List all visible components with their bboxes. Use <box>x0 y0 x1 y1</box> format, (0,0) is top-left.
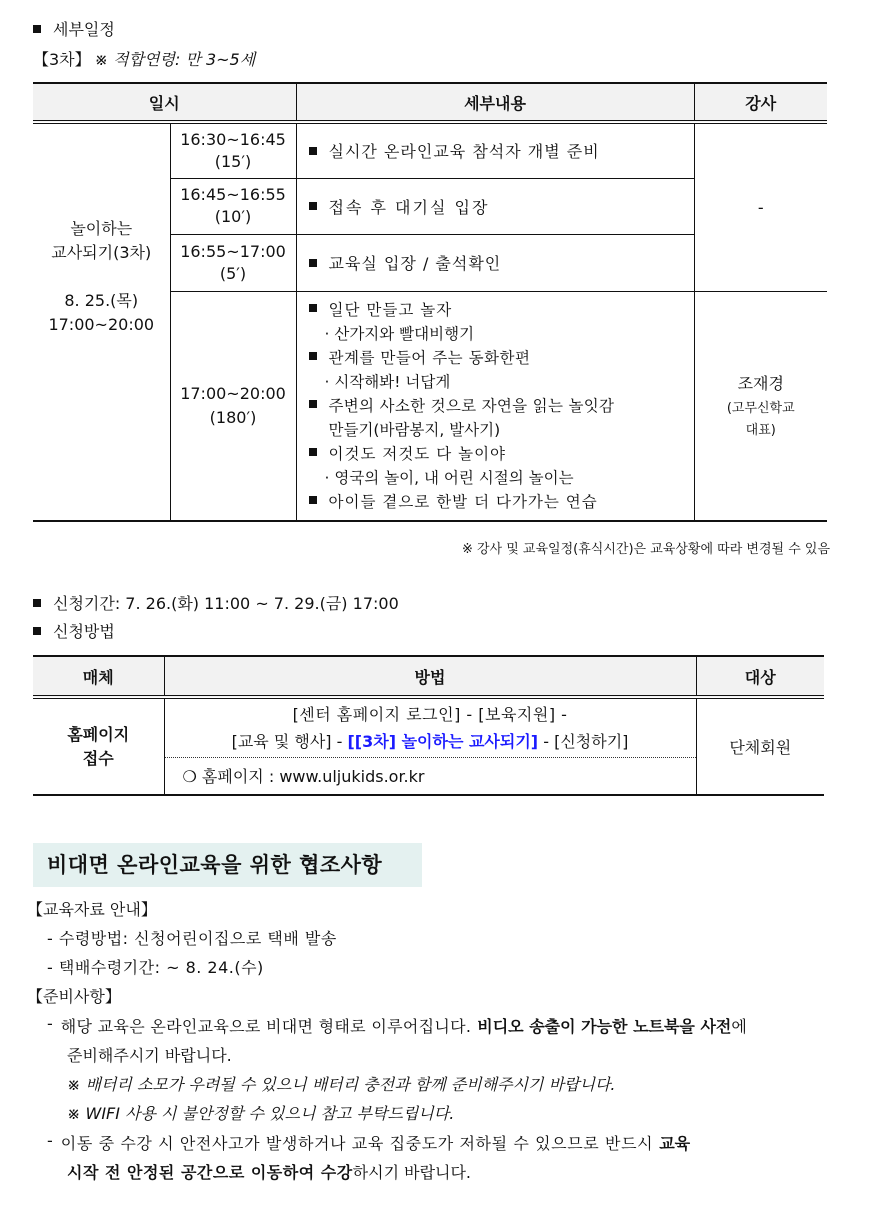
item-cont: 만들기(바람봉지, 발사기) <box>328 420 501 439</box>
schedule-note: ※ 강사 및 교육일정(휴식시간)은 교육상황에 따라 변경될 수 있음 <box>461 542 830 557</box>
instructor-cell-none: - <box>694 122 827 291</box>
dash: - <box>47 1131 53 1150</box>
item-title: 아이들 곁으로 한발 더 다가가는 연습 <box>328 492 598 511</box>
bullet-square-icon <box>309 202 317 210</box>
prep-label: 【준비사항】 <box>27 987 121 1006</box>
header-method: 방법 <box>164 656 696 697</box>
list-item: - 수령방법: 신청어린이집으로 택배 발송 <box>47 929 337 948</box>
item-title: 일단 만들고 놀자 <box>328 300 453 319</box>
time-range: 16:30~16:45 <box>180 129 286 149</box>
time-cell <box>170 178 296 234</box>
content-text: 실시간 온라인교육 참석자 개별 준비 <box>328 142 600 162</box>
period-text: 신청기간: 7. 26.(화) 11:00 ~ 7. 29.(금) 17:00 <box>53 594 399 613</box>
time-cell <box>170 291 296 521</box>
instructor-name: 조재경 <box>737 373 784 393</box>
bullet-square-icon <box>309 400 317 408</box>
dash: - <box>47 1014 53 1033</box>
program-cell <box>33 122 170 521</box>
prep-bold: 교육 <box>659 1134 691 1153</box>
bullet-square-icon <box>33 599 41 607</box>
session-label: 【3차】 <box>33 50 91 69</box>
medium-text-2: 접수 <box>82 748 114 768</box>
program-time: 17:00~20:00 <box>48 315 155 335</box>
list-item <box>309 298 694 322</box>
item-sub: · 산가지와 빨대비행기 <box>324 324 475 343</box>
medium-cell <box>33 697 164 795</box>
homepage-cell <box>164 757 696 795</box>
prep-line <box>67 1160 471 1183</box>
prep-item-1 <box>47 1014 832 1037</box>
sub-heading <box>33 47 255 70</box>
path-cell <box>164 697 696 757</box>
bullet-square-icon <box>309 448 317 456</box>
list-item <box>309 490 694 514</box>
header-content: 세부내용 <box>296 83 694 122</box>
bullet-square-icon <box>33 25 41 33</box>
program-link[interactable]: [[3차] 놀이하는 교사되기] <box>347 731 539 751</box>
materials-label: 【교육자료 안내】 <box>27 900 157 919</box>
program-name: 놀이하는 <box>70 219 133 239</box>
list-item <box>309 346 694 370</box>
prep-text: 이동 중 수강 시 안전사고가 발생하거나 교육 집중도가 저하될 수 있으므로 반드시 <box>60 1134 654 1153</box>
item-title: 주변의 사소한 것으로 자연을 읽는 놀잇감 <box>328 396 615 415</box>
content-cell <box>296 122 694 178</box>
medium-text: 홈페이지 <box>67 724 130 744</box>
section-heading-schedule <box>33 17 115 40</box>
prep-text: 에 <box>731 1017 747 1036</box>
path-line-2 <box>165 728 696 755</box>
list-item <box>309 394 694 418</box>
header-instructor: 강사 <box>694 83 827 122</box>
table-row <box>33 122 827 178</box>
instructor-affiliation-2: 대표) <box>745 422 776 438</box>
table-row <box>33 697 824 757</box>
item-title: 관계를 만들어 주는 동화한편 <box>328 348 531 367</box>
path-line: [센터 홈페이지 로그인] - [보육지원] - <box>292 704 568 724</box>
bullet-square-icon <box>309 147 317 155</box>
time-cell <box>170 122 296 178</box>
prep-text: 해당 교육은 온라인교육으로 비대면 형태로 이루어집니다. <box>60 1017 472 1036</box>
content-cell-main <box>296 291 694 521</box>
heading-text: 세부일정 <box>53 20 115 39</box>
instructor-affiliation: (고무신학교 <box>726 400 795 416</box>
prep-bold: 비디오 송출이 가능한 노트북을 사전 <box>477 1017 732 1036</box>
time-cell <box>170 234 296 291</box>
item-title: 이것도 저것도 다 놀이야 <box>328 444 507 463</box>
prep-note: ※ WIFI 사용 시 불안정할 수 있으니 참고 부탁드립니다. <box>67 1104 455 1123</box>
instructor-cell <box>694 291 827 521</box>
application-method-heading <box>33 619 115 642</box>
bullet-square-icon <box>309 352 317 360</box>
time-range: 16:55~17:00 <box>180 241 286 261</box>
table-header-row <box>33 656 824 697</box>
bullet-square-icon <box>309 259 317 267</box>
header-datetime: 일시 <box>33 83 296 122</box>
header-target: 대상 <box>696 656 824 697</box>
bullet-square-icon <box>309 304 317 312</box>
age-note: ※ 적합연령: 만 3~5세 <box>94 50 256 69</box>
method-table <box>33 655 824 796</box>
header-medium: 매체 <box>33 656 164 697</box>
homepage-link[interactable]: ❍ 홈페이지 : www.uljukids.or.kr <box>182 767 425 787</box>
prep-bold: 시작 전 안정된 공간으로 이동하여 수강 <box>67 1163 353 1182</box>
bullet-square-icon <box>33 627 41 635</box>
duration: (5′) <box>219 263 247 283</box>
schedule-table <box>33 82 827 522</box>
content-cell <box>296 234 694 291</box>
prep-note: ※ 배터리 소모가 우려될 수 있으니 배터리 충전과 함께 준비해주시기 바랍니다. <box>67 1075 616 1094</box>
program-name-2: 교사되기(3차) <box>51 243 152 263</box>
method-heading-text: 신청방법 <box>53 622 115 641</box>
content-cell <box>296 178 694 234</box>
duration: (15′) <box>214 151 252 171</box>
prep-text: 하시기 바랍니다. <box>352 1163 472 1182</box>
time-range: 16:45~16:55 <box>180 185 286 204</box>
list-item <box>309 442 694 466</box>
list-item: - 택배수령기간: ~ 8. 24.(수) <box>47 958 264 977</box>
application-period <box>33 591 399 614</box>
table-bottom-border <box>33 520 170 522</box>
content-text: 교육실 입장 / 출석확인 <box>328 254 502 273</box>
program-date: 8. 25.(목) <box>64 291 139 311</box>
table-header-row <box>33 83 827 122</box>
bullet-square-icon <box>309 496 317 504</box>
target-cell: 단체회원 <box>696 697 824 795</box>
path-segment: - [신청하기] <box>543 731 629 751</box>
prep-line: 준비해주시기 바랍니다. <box>67 1046 232 1065</box>
prep-item-2 <box>47 1131 832 1154</box>
section-title-cooperation: 비대면 온라인교육을 위한 협조사항 <box>33 843 422 887</box>
item-sub: · 시작해봐! 너답게 <box>324 372 451 391</box>
item-sub: · 영국의 놀이, 내 어린 시절의 놀이는 <box>324 468 574 487</box>
duration: (10′) <box>214 207 252 226</box>
time-range: 17:00~20:00 <box>180 383 286 403</box>
content-text: 접속 후 대기실 입장 <box>328 197 490 217</box>
duration: (180′) <box>209 407 257 427</box>
path-segment: [교육 및 행사] - <box>231 731 343 751</box>
